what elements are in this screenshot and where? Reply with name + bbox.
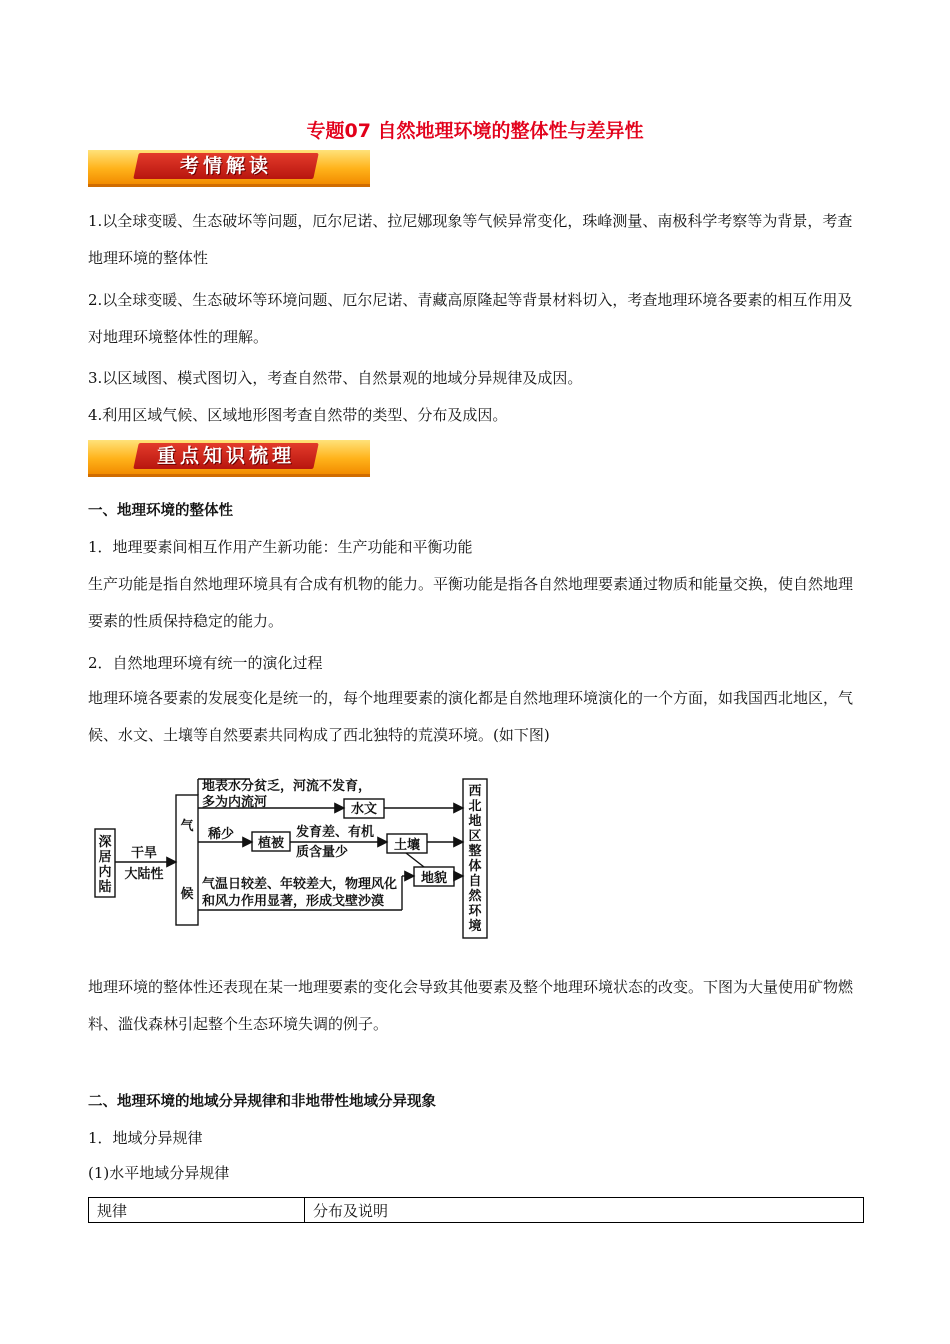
water-note-line-1: 地表水分贫乏，河流不发育， xyxy=(202,779,372,794)
veg-note-line-1: 发育差、有机 xyxy=(296,825,375,840)
exam-point-3: 3.以区域图、模式图切入，考查自然带、自然景观的地域分异规律及成因。 xyxy=(88,369,583,387)
origin-char-3: 内 xyxy=(98,865,112,880)
origin-char-4: 陆 xyxy=(98,880,112,895)
exam-analysis-banner-label: 考情解读 xyxy=(179,155,272,177)
result-char-4: 区 xyxy=(468,829,482,844)
landform-note-line-2: 和风力作用显著，形成戈壁沙漠 xyxy=(202,894,385,909)
exam-analysis-banner xyxy=(88,150,370,187)
result-char-10: 境 xyxy=(468,919,482,934)
section-1-para-2: 地理环境各要素的发展变化是统一的，每个地理要素的演化都是自然地理环境演化的一个方面，如我国西北地区，气候、水文、土壤等自然要素共同构成了西北独特的荒漠环境。(如下图) xyxy=(88,689,854,744)
sparse-label: 稀少 xyxy=(208,827,235,842)
key-knowledge-banner xyxy=(88,440,370,477)
page-title: 专题07 自然地理环境的整体性与差异性 xyxy=(306,120,644,142)
result-char-5: 整 xyxy=(468,844,482,859)
result-char-9: 环 xyxy=(468,904,482,919)
section-2-sub-2: (1)水平地域分异规律 xyxy=(88,1164,230,1182)
section-1-heading: 一、地理环境的整体性 xyxy=(88,503,233,519)
result-char-7: 自 xyxy=(468,874,482,889)
section-2-heading: 二、地理环境的地域分异规律和非地带性地域分异现象 xyxy=(88,1094,436,1110)
table-header-distribution: 分布及说明 xyxy=(305,1198,864,1223)
result-char-6: 体 xyxy=(468,859,482,874)
section-1-sub-1: 1．地理要素间相互作用产生新功能：生产功能和平衡功能 xyxy=(88,538,473,556)
table-header-rule: 规律 xyxy=(89,1198,305,1223)
landform-note-line-1: 气温日较差、年较差大，物理风化 xyxy=(202,877,398,892)
northwest-desert-diagram xyxy=(94,772,494,942)
climate-char-2: 候 xyxy=(180,887,194,902)
climate-box xyxy=(176,795,198,925)
key-knowledge-banner-label: 重点知识梳理 xyxy=(156,445,295,467)
arrow-label-bottom: 大陆性 xyxy=(124,867,164,882)
exam-point-4: 4.利用区域气候、区域地形图考查自然带的类型、分布及成因。 xyxy=(88,406,508,424)
table-row xyxy=(89,1198,864,1223)
result-char-1: 西 xyxy=(468,784,482,799)
water-note-line-2: 多为内流河 xyxy=(202,795,268,810)
result-char-2: 北 xyxy=(468,799,482,814)
vegetation-label: 植被 xyxy=(257,836,285,851)
exam-point-1: 1.以全球变暖、生态破坏等问题，厄尔尼诺、拉尼娜现象等气候异常变化，珠峰测量、南极科学考察等为背景，考查地理环境的整体性 xyxy=(88,212,853,267)
section-1-para-1: 生产功能是指自然地理环境具有合成有机物的能力。平衡功能是指各自然地理要素通过物质和能量交换，使自然地理要素的性质保持稳定的能力。 xyxy=(88,575,854,630)
origin-char-2: 居 xyxy=(98,850,112,865)
origin-char-1: 深 xyxy=(98,835,112,850)
section-2-sub-1: 1．地域分异规律 xyxy=(88,1129,203,1147)
landform-label: 地貌 xyxy=(420,871,448,886)
result-char-3: 地 xyxy=(468,814,482,829)
soil-label: 土壤 xyxy=(393,838,421,853)
arrow-label-top: 干旱 xyxy=(130,846,158,861)
exam-point-2: 2.以全球变暖、生态破坏等环境问题、厄尔尼诺、青藏高原隆起等背景材料切入，考查地理环境各要素的相互作用及对地理环境整体性的理解。 xyxy=(88,291,853,346)
hydrology-label: 水文 xyxy=(350,802,378,817)
veg-note-line-2: 质含量少 xyxy=(296,845,349,860)
section-1-sub-2: 2．自然地理环境有统一的演化过程 xyxy=(88,654,323,672)
result-char-8: 然 xyxy=(468,889,482,904)
zonal-rules-table xyxy=(88,1197,864,1223)
climate-char-1: 气 xyxy=(180,819,194,834)
section-1-para-3: 地理环境的整体性还表现在某一地理要素的变化会导致其他要素及整个地理环境状态的改变。下图为大量使用矿物燃料、滥伐森林引起整个生态环境失调的例子。 xyxy=(88,978,854,1033)
